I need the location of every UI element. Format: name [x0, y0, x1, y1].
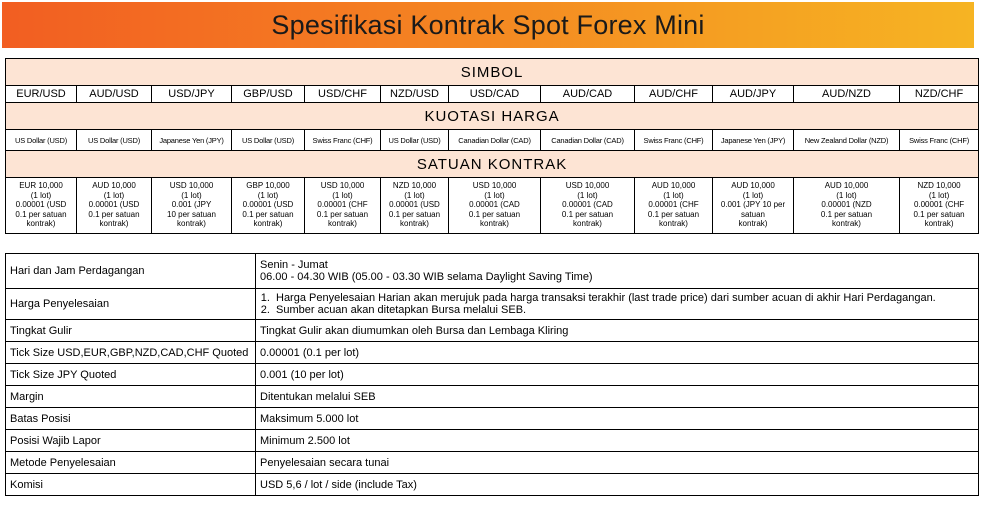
- position-limit-label: Batas Posisi: [6, 408, 256, 430]
- contract-unit-cell: USD 10,000 (1 lot) 0.00001 (CAD 0.1 per satuan kontrak): [541, 178, 635, 234]
- tick-size-jpy-label: Tick Size JPY Quoted: [6, 364, 256, 386]
- margin-label: Margin: [6, 386, 256, 408]
- contract-unit-cell: AUD 10,000 (1 lot) 0.001 (JPY 10 per satuan kontrak): [713, 178, 794, 234]
- symbol-cell: AUD/JPY: [713, 86, 794, 103]
- tick-size-usd-row: [6, 342, 979, 364]
- contract-unit-cell: AUD 10,000 (1 lot) 0.00001 (CHF 0.1 per satuan kontrak): [635, 178, 713, 234]
- contract-unit-cell: GBP 10,000 (1 lot) 0.00001 (USD 0.1 per satuan kontrak): [232, 178, 305, 234]
- contract-unit-cell: USD 10,000 (1 lot) 0.001 (JPY 10 per satuan kontrak): [152, 178, 232, 234]
- rollover-value: Tingkat Gulir akan diumumkan oleh Bursa dan Lembaga Kliring: [256, 320, 979, 342]
- quote-cell: Swiss Franc (CHF): [635, 130, 713, 151]
- trading-hours-label: Hari dan Jam Perdagangan: [6, 254, 256, 289]
- commission-value: USD 5,6 / lot / side (include Tax): [256, 474, 979, 496]
- symbol-cell: EUR/USD: [6, 86, 77, 103]
- contract-unit-cell: NZD 10,000 (1 lot) 0.00001 (USD 0.1 per satuan kontrak): [381, 178, 449, 234]
- quote-cell: Japanese Yen (JPY): [713, 130, 794, 151]
- quote-cell: Canadian Dollar (CAD): [449, 130, 541, 151]
- quote-cell: Swiss Franc (CHF): [305, 130, 381, 151]
- rollover-label: Tingkat Gulir: [6, 320, 256, 342]
- quote-cell: Canadian Dollar (CAD): [541, 130, 635, 151]
- quote-cell: US Dollar (USD): [381, 130, 449, 151]
- quote-cell: US Dollar (USD): [77, 130, 152, 151]
- symbol-cell: USD/JPY: [152, 86, 232, 103]
- quote-cell: US Dollar (USD): [6, 130, 77, 151]
- symbol-cell: NZD/CHF: [900, 86, 979, 103]
- trading-hours-row: [6, 254, 979, 289]
- settlement-price-item: 1. Harga Penyelesaian Harian akan merujuk pada harga transaksi terakhir (last trade price) dari sumber acuan di akhir Hari Perdagangan.: [273, 292, 974, 304]
- quote-header: KUOTASI HARGA: [6, 103, 979, 130]
- symbol-cell: GBP/USD: [232, 86, 305, 103]
- symbol-cell: USD/CAD: [449, 86, 541, 103]
- contract-unit-cell: EUR 10,000 (1 lot) 0.00001 (USD 0.1 per satuan kontrak): [6, 178, 77, 234]
- commission-row: [6, 474, 979, 496]
- settlement-method-value: Penyelesaian secara tunai: [256, 452, 979, 474]
- commission-label: Komisi: [6, 474, 256, 496]
- symbol-cell: AUD/NZD: [794, 86, 900, 103]
- reportable-position-value: Minimum 2.500 lot: [256, 430, 979, 452]
- contract-unit-cell: USD 10,000 (1 lot) 0.00001 (CHF 0.1 per satuan kontrak): [305, 178, 381, 234]
- settlement-method-row: [6, 452, 979, 474]
- reportable-position-label: Posisi Wajib Lapor: [6, 430, 256, 452]
- settlement-price-row: [6, 289, 979, 320]
- page-title: Spesifikasi Kontrak Spot Forex Mini: [271, 9, 705, 40]
- rollover-row: [6, 320, 979, 342]
- tick-size-usd-value: 0.00001 (0.1 per lot): [256, 342, 979, 364]
- title-banner: [2, 2, 974, 48]
- settlement-price-label: Harga Penyelesaian: [6, 289, 256, 320]
- tick-size-jpy-row: [6, 364, 979, 386]
- contract-unit-cell: NZD 10,000 (1 lot) 0.00001 (CHF 0.1 per satuan kontrak): [900, 178, 979, 234]
- settlement-price-value: [256, 289, 979, 320]
- settlement-method-label: Metode Penyelesaian: [6, 452, 256, 474]
- reportable-position-row: [6, 430, 979, 452]
- contract-unit-row: [6, 178, 979, 234]
- quote-cell: US Dollar (USD): [232, 130, 305, 151]
- quote-cell: Swiss Franc (CHF): [900, 130, 979, 151]
- symbol-cell: AUD/USD: [77, 86, 152, 103]
- quote-cell: New Zealand Dollar (NZD): [794, 130, 900, 151]
- symbol-header: SIMBOL: [6, 59, 979, 86]
- quote-cell: Japanese Yen (JPY): [152, 130, 232, 151]
- tick-size-usd-label: Tick Size USD,EUR,GBP,NZD,CAD,CHF Quoted: [6, 342, 256, 364]
- position-limit-value: Maksimum 5.000 lot: [256, 408, 979, 430]
- tick-size-jpy-value: 0.001 (10 per lot): [256, 364, 979, 386]
- settlement-price-item: 2. Sumber acuan akan ditetapkan Bursa melalui SEB.: [273, 304, 974, 316]
- margin-value: Ditentukan melalui SEB: [256, 386, 979, 408]
- symbol-cell: AUD/CAD: [541, 86, 635, 103]
- symbol-cell: USD/CHF: [305, 86, 381, 103]
- quote-row: [6, 130, 979, 151]
- margin-row: [6, 386, 979, 408]
- trading-times: 06.00 - 04.30 WIB (05.00 - 03.30 WIB selama Daylight Saving Time): [260, 271, 593, 283]
- position-limit-row: [6, 408, 979, 430]
- symbol-row: [6, 86, 979, 103]
- contract-unit-header: SATUAN KONTRAK: [6, 151, 979, 178]
- symbol-cell: AUD/CHF: [635, 86, 713, 103]
- trading-terms-table: [5, 253, 979, 496]
- contract-unit-cell: AUD 10,000 (1 lot) 0.00001 (NZD 0.1 per satuan kontrak): [794, 178, 900, 234]
- trading-days: Senin - Jumat: [260, 259, 328, 271]
- contract-unit-cell: AUD 10,000 (1 lot) 0.00001 (USD 0.1 per satuan kontrak): [77, 178, 152, 234]
- symbol-cell: NZD/USD: [381, 86, 449, 103]
- trading-hours-value: [256, 254, 979, 289]
- contract-unit-cell: USD 10,000 (1 lot) 0.00001 (CAD 0.1 per satuan kontrak): [449, 178, 541, 234]
- contract-spec-table: [5, 58, 979, 234]
